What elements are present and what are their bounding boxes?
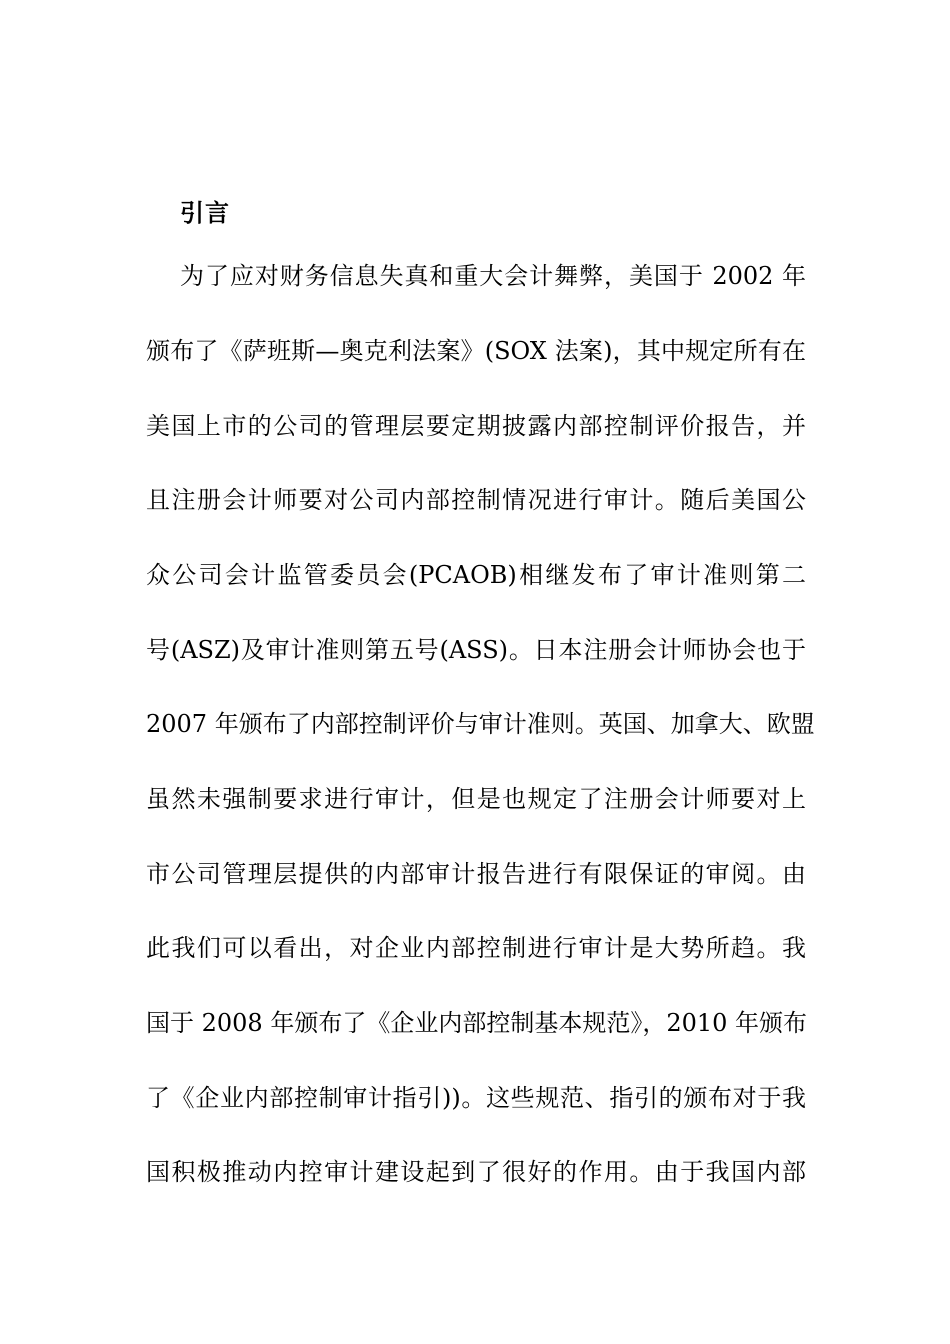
paragraph-line-7: 2007 年颁布了内部控制评价与审计准则。英国、加拿大、欧盟 xyxy=(146,710,815,738)
paragraph-line-9: 市公司管理层提供的内部审计报告进行有限保证的审阅。由 xyxy=(146,860,806,888)
paragraph-line-4: 且注册会计师要对公司内部控制情况进行审计。随后美国公 xyxy=(146,486,806,514)
paragraph-line-3: 美国上市的公司的管理层要定期披露内部控制评价报告，并 xyxy=(146,412,806,440)
paragraph-line-10: 此我们可以看出，对企业内部控制进行审计是大势所趋。我 xyxy=(146,934,806,962)
paragraph-line-12: 了《企业内部控制审计指引))。这些规范、指引的颁布对于我 xyxy=(146,1084,806,1112)
paragraph-line-11: 国于 2008 年颁布了《企业内部控制基本规范》，2010 年颁布 xyxy=(146,1009,808,1037)
paragraph-line-2: 颁布了《萨班斯—奥克利法案》(SOX 法案)，其中规定所有在 xyxy=(146,337,806,365)
paragraph-line-6: 号(ASZ)及审计准则第五号(ASS)。日本注册会计师协会也于 xyxy=(146,636,806,664)
paragraph-line-8: 虽然未强制要求进行审计，但是也规定了注册会计师要对上 xyxy=(146,785,806,813)
paragraph-line-5: 众公司会计监管委员会(PCAOB)相继发布了审计准则第二 xyxy=(146,561,806,589)
paragraph-line-13: 国积极推动内控审计建设起到了很好的作用。由于我国内部 xyxy=(146,1158,806,1186)
paragraph-line-1: 为了应对财务信息失真和重大会计舞弊，美国于 2002 年 xyxy=(180,262,806,290)
section-heading: 引言 xyxy=(180,198,230,227)
